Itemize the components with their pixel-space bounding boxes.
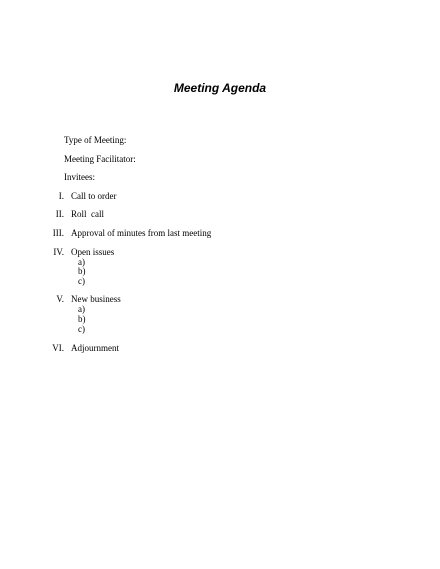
new-business-subitem-c: c): [78, 324, 85, 334]
field-invitees: Invitees:: [64, 172, 95, 182]
open-issues-subitem-b: b): [78, 266, 86, 276]
agenda-item-numeral: I.: [58, 191, 64, 201]
agenda-item-numeral: VI.: [52, 343, 64, 353]
agenda-item-label: New business: [71, 294, 121, 304]
agenda-item-numeral: II.: [55, 209, 64, 219]
new-business-subitem-b: b): [78, 314, 86, 324]
agenda-item-label: Adjournment: [71, 343, 119, 353]
agenda-item-numeral: V.: [56, 294, 64, 304]
agenda-item-numeral: III.: [52, 228, 64, 238]
agenda-item-label: Approval of minutes from last meeting: [71, 228, 212, 238]
new-business-subitem-a: a): [78, 304, 85, 314]
agenda-item-numeral: IV.: [53, 247, 64, 257]
field-type-of-meeting: Type of Meeting:: [64, 135, 127, 145]
agenda-item-label: Roll call: [71, 209, 104, 219]
agenda-item-label: Open issues: [71, 247, 115, 257]
open-issues-subitem-a: a): [78, 257, 85, 267]
agenda-item-label: Call to order: [71, 191, 117, 201]
page-title: Meeting Agenda: [173, 81, 267, 95]
field-meeting-facilitator: Meeting Facilitator:: [64, 154, 136, 164]
open-issues-subitem-c: c): [78, 276, 85, 286]
